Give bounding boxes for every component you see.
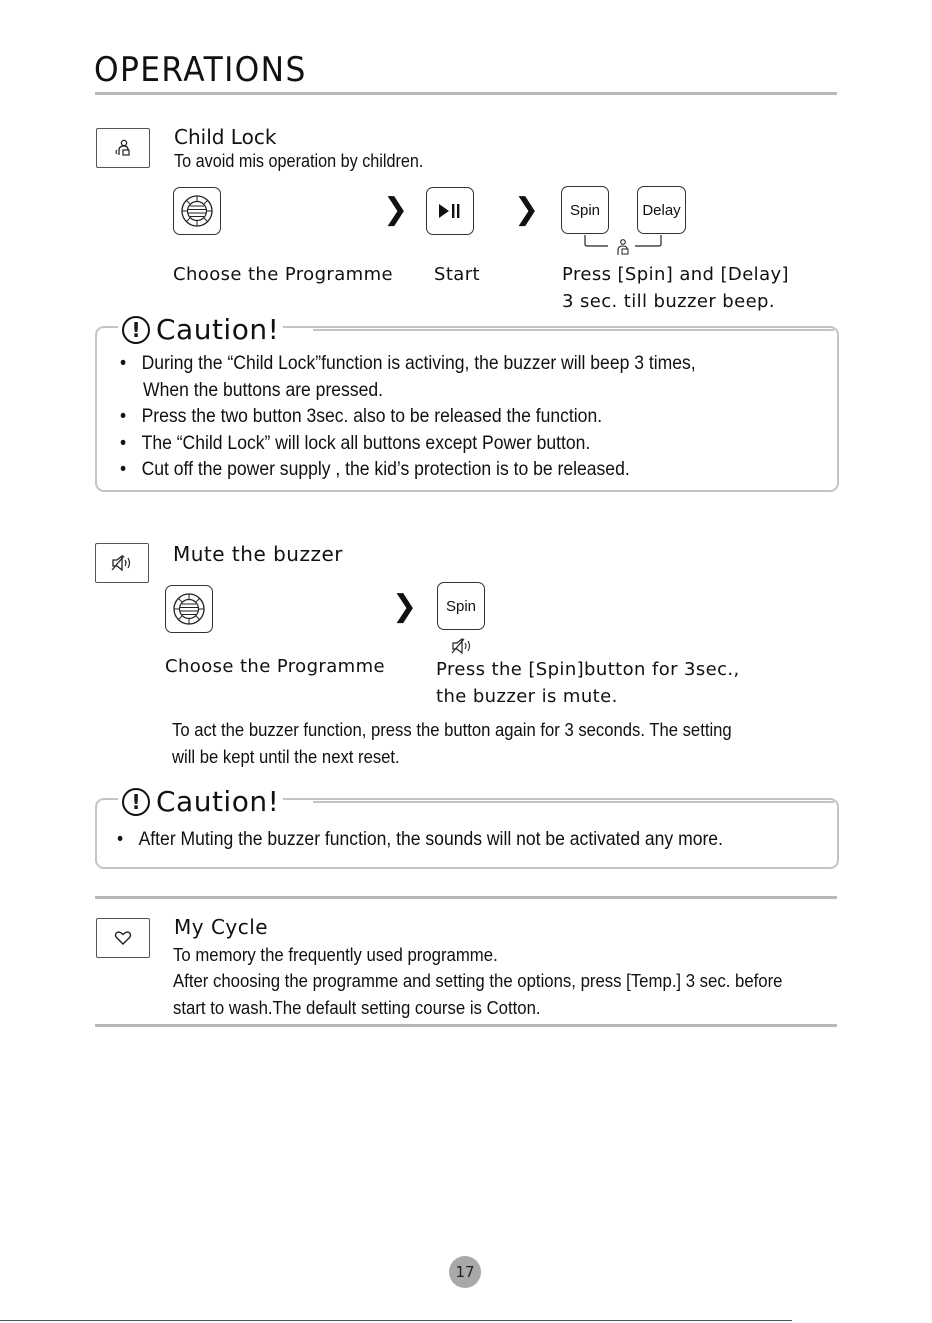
start-pause-button — [426, 187, 474, 235]
step-start: Start — [434, 264, 480, 285]
child-lock-icon — [113, 138, 133, 158]
my-cycle-line2: After choosing the programme and setting the options, press [Temp.] 3 sec. before — [173, 971, 783, 991]
caution-item-cont: When the buttons are pressed. — [143, 378, 384, 401]
play-pause-icon — [438, 203, 462, 219]
page-bottom-line — [0, 1320, 792, 1321]
my-cycle-line3: start to wash.The default setting course is Cotton. — [173, 998, 541, 1018]
caution-list — [117, 826, 790, 853]
step-choose-programme: Choose the Programme — [173, 264, 393, 285]
header-divider — [95, 92, 837, 95]
page-title: OPERATIONS — [94, 50, 307, 90]
programme-knob — [173, 187, 221, 235]
my-cycle-title: My Cycle — [174, 915, 269, 939]
caution-item: • After Muting the buzzer function, the sounds will not be activated any more. — [117, 826, 723, 853]
mute-note-line1: To act the buzzer function, press the button again for 3 seconds. The setting — [172, 719, 732, 740]
spin-button: Spin — [561, 186, 609, 234]
caution-heading — [118, 785, 283, 818]
section-divider — [95, 1024, 837, 1027]
exclamation-icon: ! — [122, 788, 150, 816]
mute-title: Mute the buzzer — [173, 542, 344, 566]
my-cycle-line1: To memory the frequently used programme. — [173, 945, 498, 965]
caution-item: • During the “Child Lock”function is activing, the buzzer will beep 3 times, — [120, 350, 696, 377]
step-press-spin-delay-cont: 3 sec. till buzzer beep. — [562, 291, 775, 312]
delay-button: Delay — [637, 186, 686, 234]
step-press-spin-delay: Press [Spin] and [Delay] — [562, 264, 789, 285]
caution-list — [120, 350, 760, 483]
mute-icon-box — [95, 543, 149, 583]
child-lock-subtitle: To avoid mis operation by children. — [174, 151, 424, 171]
mute-icon — [110, 553, 134, 573]
step-press-spin: Press the [Spin]button for 3sec., — [436, 659, 740, 680]
chevron-right-icon: ❯ — [392, 589, 418, 624]
mute-note-line2: will be kept until the next reset. — [172, 746, 400, 767]
chevron-right-icon: ❯ — [383, 192, 409, 227]
programme-knob — [165, 585, 213, 633]
caution-item: • Press the two button 3sec. also to be released the function. — [120, 403, 696, 430]
step-press-spin-cont: the buzzer is mute. — [436, 686, 618, 707]
caution-label: Caution! — [156, 785, 280, 818]
mute-small-icon — [450, 636, 476, 656]
chevron-right-icon: ❯ — [514, 192, 540, 227]
caution-label: Caution! — [156, 313, 280, 346]
spin-button: Spin — [437, 582, 485, 630]
heart-icon — [114, 930, 132, 946]
child-lock-icon-box — [96, 128, 150, 168]
combo-bracket-lock-icon — [583, 234, 663, 258]
caution-heading — [118, 313, 283, 346]
programme-dial-icon — [180, 194, 214, 228]
caution-item: • Cut off the power supply , the kid’s protection is to be released. — [120, 456, 696, 483]
my-cycle-icon-box — [96, 918, 150, 958]
caution-heading-rule — [313, 329, 834, 332]
step-choose-programme: Choose the Programme — [165, 656, 385, 677]
caution-heading-rule — [313, 801, 834, 804]
caution-item: • The “Child Lock” will lock all buttons except Power button. — [120, 430, 696, 457]
section-divider — [95, 896, 837, 899]
programme-dial-icon — [172, 592, 206, 626]
page-number: 17 — [449, 1256, 481, 1288]
child-lock-title: Child Lock — [174, 125, 277, 149]
exclamation-icon: ! — [122, 316, 150, 344]
